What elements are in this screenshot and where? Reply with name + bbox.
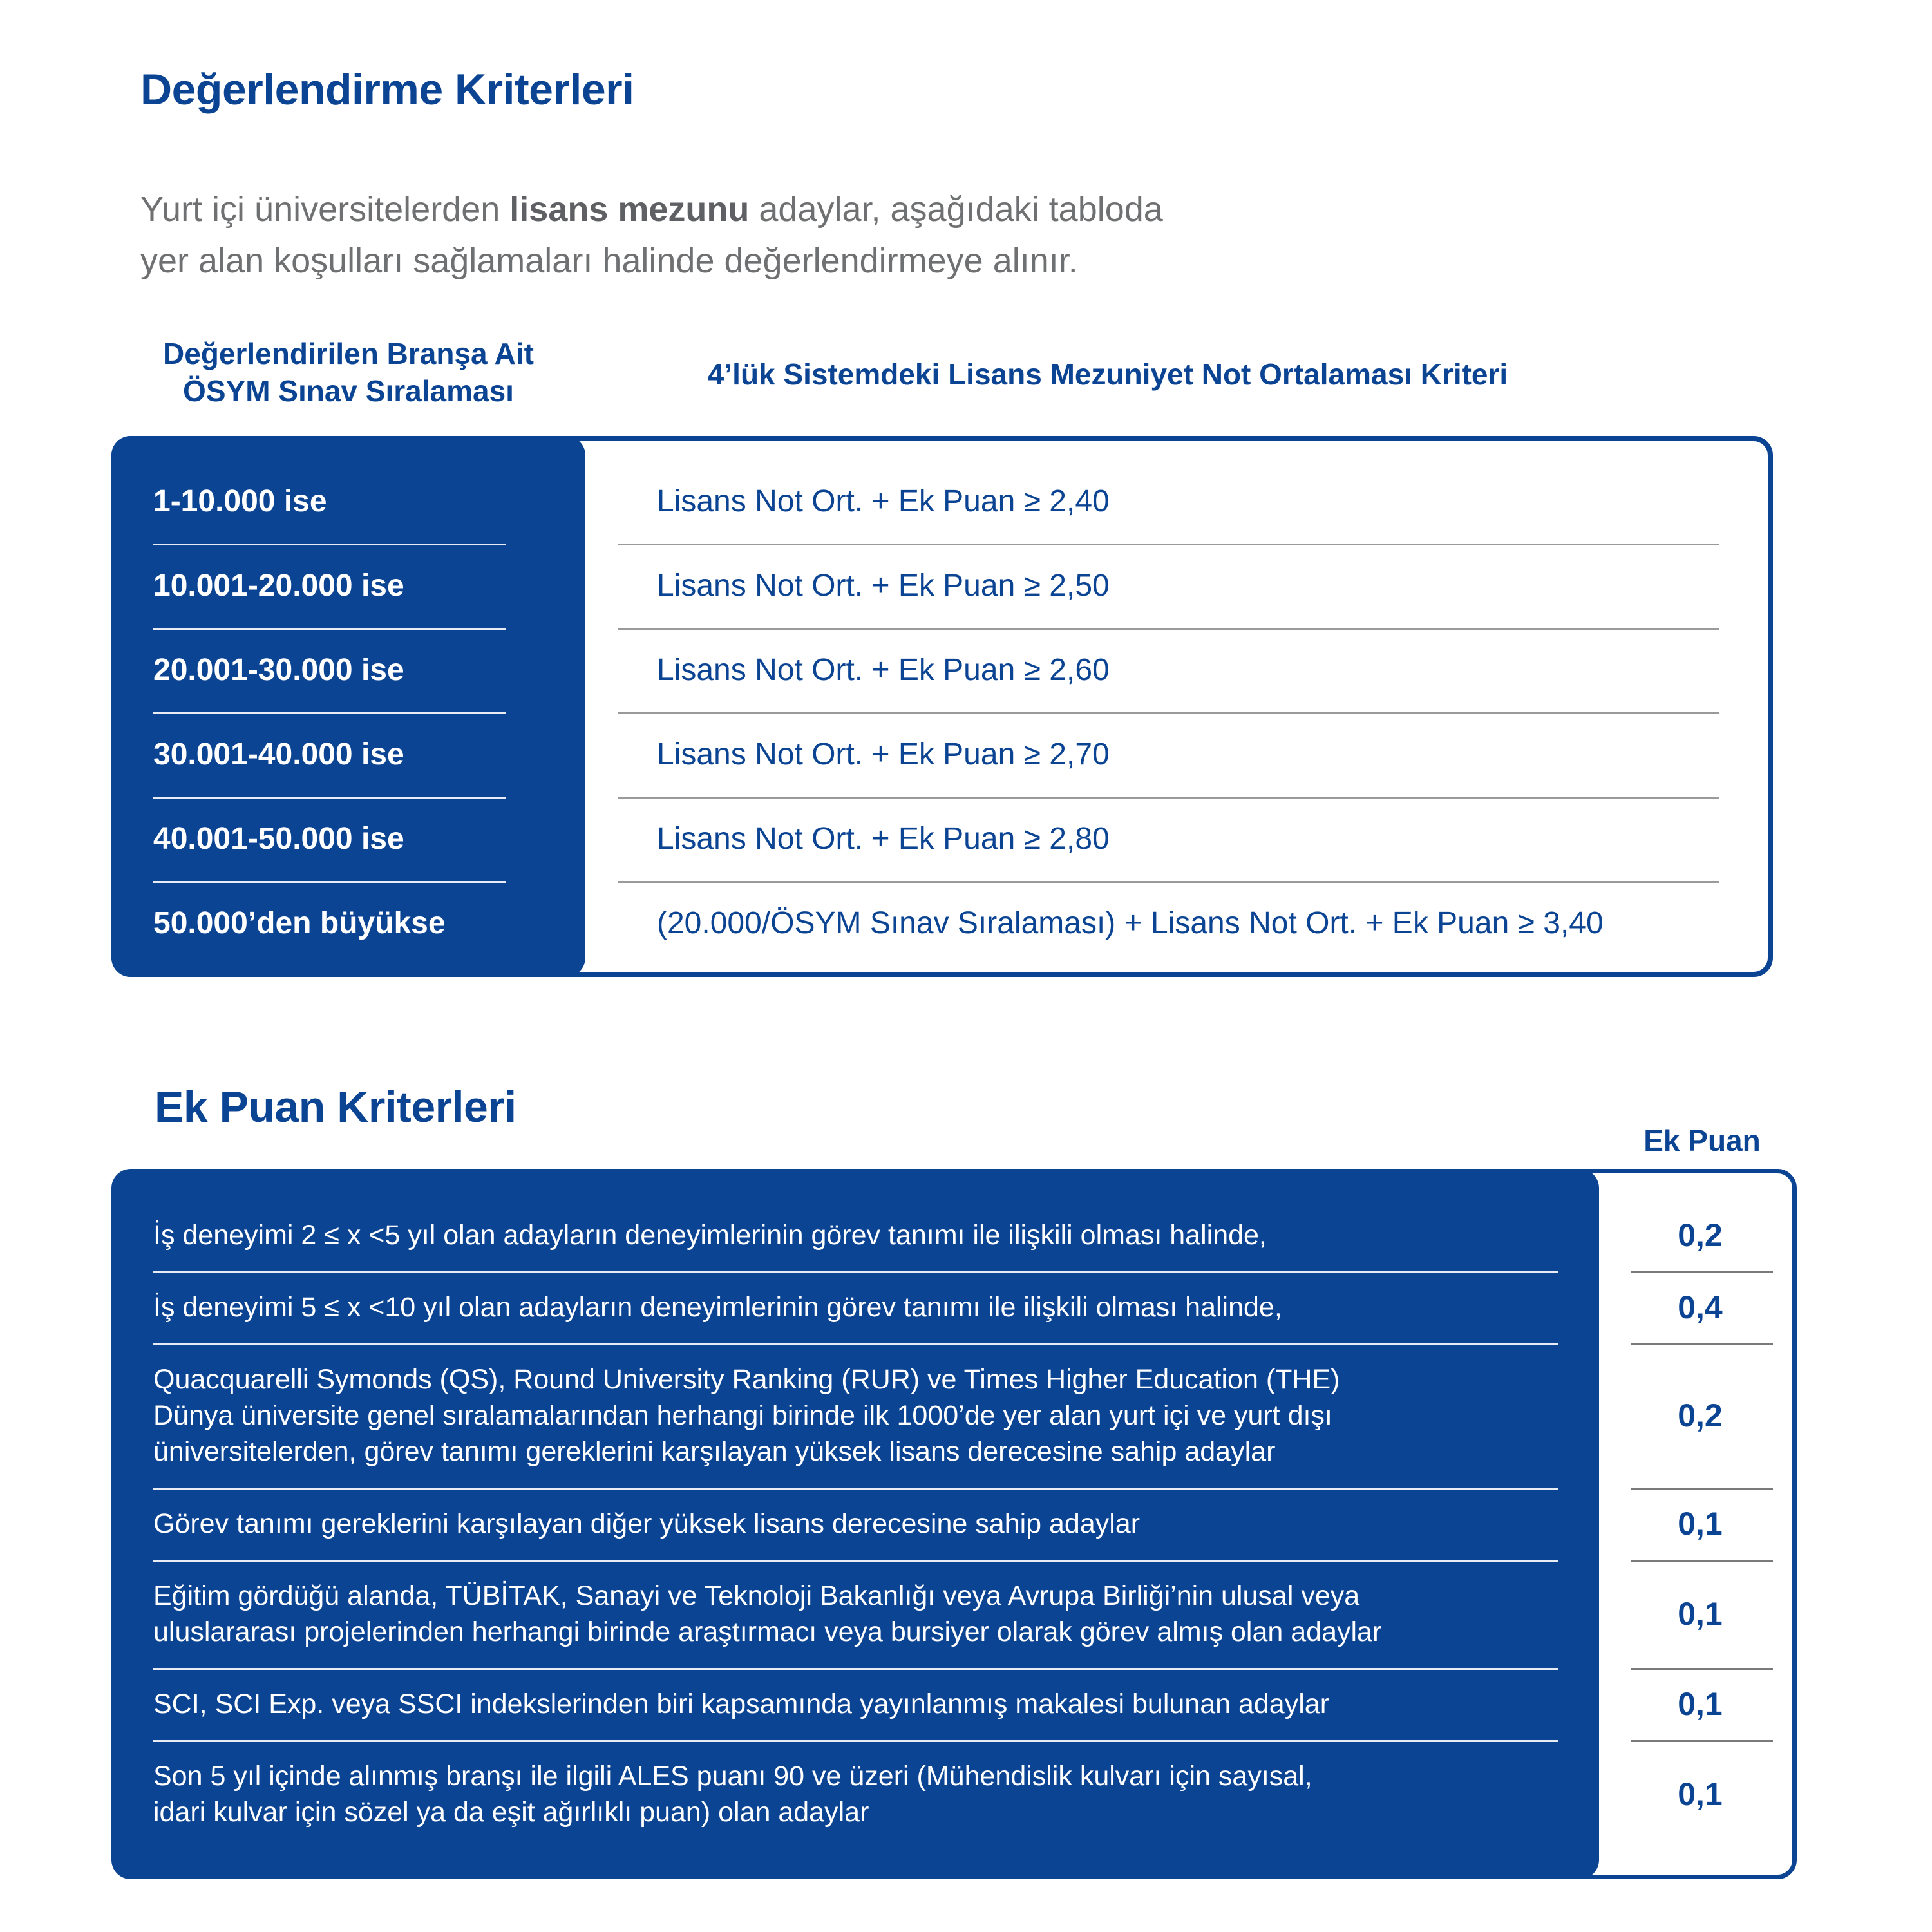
bonus-criterion	[153, 1560, 1557, 1668]
bonus-points: 0,4	[1678, 1289, 1723, 1325]
bonus-criterion-line: İş deneyimi 5 ≤ x <10 yıl olan adayların deneyimlerinin görev tanımı ile ilişkili olması halinde,	[153, 1292, 1282, 1323]
bonus-criterion-line: uluslararası projelerinden herhangi birinde araştırmacı veya bursiyer olarak görev almış olan adaylar	[153, 1616, 1382, 1647]
rank-cell: 50.000’den büyükse	[153, 905, 446, 940]
criterion-cell: Lisans Not Ort. + Ek Puan ≥ 2,60	[657, 652, 1110, 687]
bonus-criterion-line: Dünya üniversite genel sıralamalarından herhangi birinde ilk 1000’de yer alan yurt içi ve yurt dışı	[153, 1400, 1332, 1431]
bonus-criterion-line: Quacquarelli Symonds (QS), Round University Ranking (RUR) ve Times Higher Education (THE)	[153, 1364, 1340, 1395]
bonus-points: 0,1	[1678, 1776, 1723, 1812]
section2-title: Ek Puan Kriterleri	[155, 1083, 516, 1132]
bonus-criterion	[153, 1271, 1557, 1343]
bonus-criterion	[153, 1343, 1557, 1488]
bonus-criterion-line: Son 5 yıl içinde alınmış branşı ile ilgili ALES puanı 90 ve üzeri (Mühendislik kulvarı için sayısal,	[153, 1761, 1312, 1792]
bonus-criterion-line: Eğitim gördüğü alanda, TÜBİTAK, Sanayi ve Teknoloji Bakanlığı veya Avrupa Birliği’nin ulusal veya	[153, 1580, 1360, 1611]
col-header-rank: Değerlendirilen Branşa Ait ÖSYM Sınav Sıralaması	[162, 337, 534, 408]
rank-cell: 30.001-40.000 ise	[153, 737, 404, 772]
intro-line-1: Yurt içi üniversitelerden lisans mezunu adaylar, aşağıdaki tabloda	[140, 190, 1163, 229]
bonus-criterion-line: idari kulvar için sözel ya da eşit ağırlıklı puan) olan adaylar	[153, 1797, 869, 1828]
bonus-criterion-line: SCI, SCI Exp. veya SSCI indekslerinden biri kapsamında yayınlanmış makalesi bulunan adaylar	[153, 1689, 1330, 1719]
criterion-cell: (20.000/ÖSYM Sınav Sıralaması) + Lisans Not Ort. + Ek Puan ≥ 3,40	[657, 905, 1604, 940]
rank-cell: 40.001-50.000 ise	[153, 821, 404, 856]
col-header-criterion: 4’lük Sistemdeki Lisans Mezuniyet Not Ortalaması Kriteri	[707, 357, 1508, 391]
page-title: Değerlendirme Kriterleri	[140, 65, 634, 114]
intro-line-2: yer alan koşulları sağlamaları halinde değerlendirmeye alınır.	[140, 242, 1078, 280]
criterion-cell: Lisans Not Ort. + Ek Puan ≥ 2,80	[657, 821, 1110, 856]
intro-paragraph	[140, 184, 1622, 287]
bonus-points: 0,2	[1678, 1217, 1723, 1253]
bonus-criterion-line: Görev tanımı gereklerini karşılayan diğer yüksek lisans derecesine sahip adaylar	[153, 1508, 1141, 1539]
rank-cell: 1-10.000 ise	[153, 484, 327, 518]
bonus-points: 0,1	[1678, 1596, 1723, 1632]
criterion-cell: Lisans Not Ort. + Ek Puan ≥ 2,40	[657, 484, 1110, 518]
col-header-points: Ek Puan	[1643, 1124, 1761, 1157]
bonus-points: 0,2	[1678, 1397, 1723, 1434]
bonus-points: 0,1	[1678, 1686, 1723, 1722]
bonus-criterion-line: İş deneyimi 2 ≤ x <5 yıl olan adayların deneyimlerinin görev tanımı ile ilişkili olması halinde,	[153, 1220, 1267, 1251]
criterion-cell: Lisans Not Ort. + Ek Puan ≥ 2,70	[657, 737, 1110, 772]
bonus-criterion	[153, 1740, 1557, 1848]
intro-bold: lisans mezunu	[509, 190, 750, 229]
bonus-criterion	[153, 1199, 1557, 1271]
bonus-criterion-line: üniversitelerden, görev tanımı gereklerini karşılayan yüksek lisans derecesine sahip adaylar	[153, 1436, 1276, 1467]
rank-cell: 20.001-30.000 ise	[153, 652, 404, 687]
rank-cell: 10.001-20.000 ise	[153, 568, 404, 603]
bonus-points: 0,1	[1678, 1506, 1723, 1542]
criterion-cell: Lisans Not Ort. + Ek Puan ≥ 2,50	[657, 568, 1110, 603]
bonus-criterion	[153, 1488, 1557, 1560]
bonus-criterion	[153, 1668, 1557, 1740]
